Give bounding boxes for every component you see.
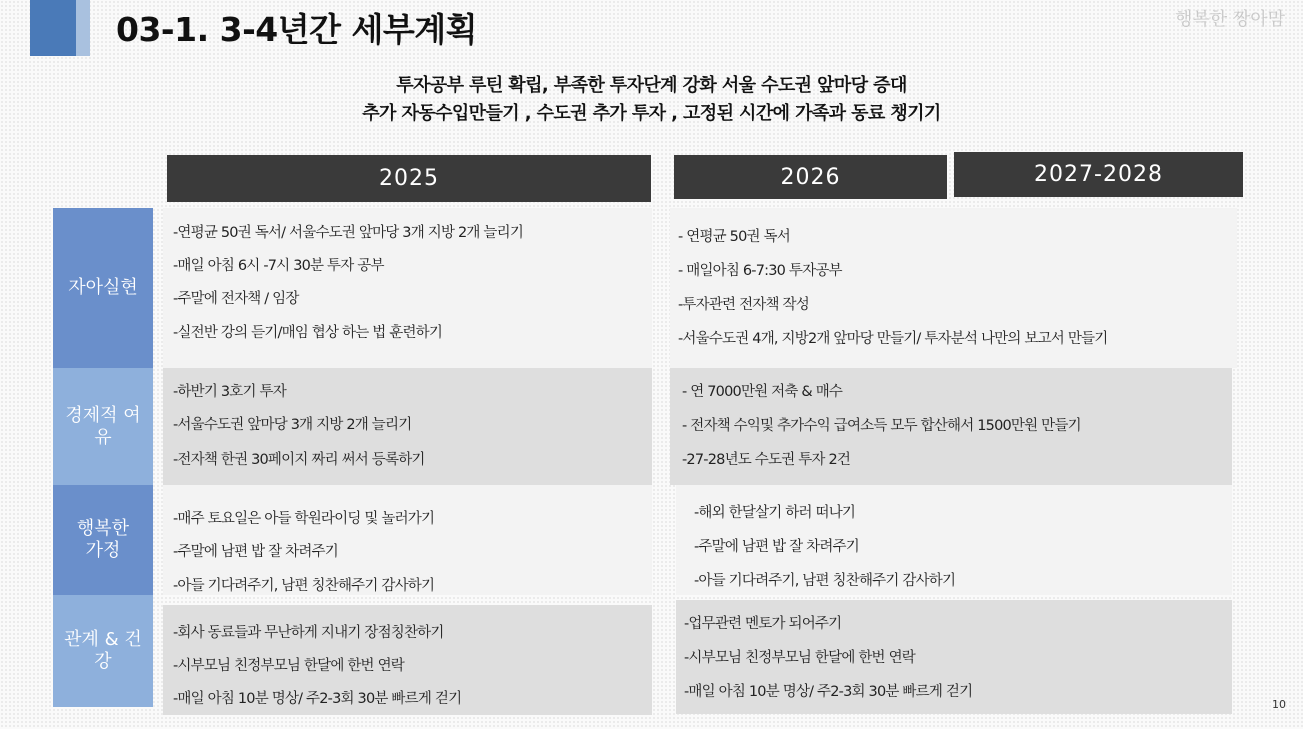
plan-item: -주말에 남편 밥 잘 차려주기 — [173, 544, 338, 560]
page-title: 03-1. 3-4년간 세부계획 — [116, 10, 477, 49]
plan-item: - 연평균 50권 독서 — [678, 229, 790, 245]
plan-item: -투자관련 전자책 작성 — [678, 297, 809, 313]
plan-item: -서울수도권 4개, 지방2개 앞마당 만들기/ 투자분석 나만의 보고서 만들기 — [678, 331, 1108, 347]
subtitle-line-1: 투자공부 루틴 확립, 부족한 투자단계 강화 서울 수도권 앞마당 증대 — [396, 75, 907, 96]
plan-item: -매주 토요일은 아들 학원라이딩 및 놀러가기 — [173, 511, 435, 527]
plan-item: -시부모님 친정부모님 한달에 한번 연락 — [684, 650, 915, 666]
title-accent-bar — [30, 0, 76, 56]
plan-item: -서울수도권 앞마당 3개 지방 2개 늘리기 — [173, 417, 412, 433]
plan-item: -매일 아침 6시 -7시 30분 투자 공부 — [173, 258, 384, 274]
brand-watermark: 행복한 짱아맘 — [1175, 9, 1286, 30]
plan-item: - 매일아침 6-7:30 투자공부 — [678, 263, 842, 279]
plan-item: -주말에 남편 밥 잘 차려주기 — [694, 539, 859, 555]
category-self-realization: 자아실현 — [53, 208, 153, 368]
plan-item: - 전자책 수익및 추가수익 급여소득 모두 합산해서 1500만원 만들기 — [682, 418, 1081, 434]
plan-item: -매일 아침 10분 명상/ 주2-3회 30분 빠르게 걷기 — [684, 684, 973, 700]
year-header-2027-2028: 2027-2028 — [954, 152, 1243, 197]
cell-2026-family — [676, 485, 1232, 595]
plan-item: -매일 아침 10분 명상/ 주2-3회 30분 빠르게 걷기 — [173, 691, 462, 707]
plan-item: -아들 기다려주기, 남편 칭찬해주기 감사하기 — [694, 573, 956, 589]
cell-2025-economic — [163, 368, 652, 485]
plan-item: -해외 한달살기 하러 떠나기 — [694, 505, 856, 521]
subtitle-line-2: 추가 자동수입만들기 , 수도권 추가 투자 , 고정된 시간에 가족과 동료 챙기기 — [362, 103, 941, 124]
category-happy-family: 행복한 가정 — [53, 485, 153, 595]
cell-2025-self-realization — [163, 208, 652, 368]
plan-item: -하반기 3호기 투자 — [173, 384, 286, 400]
cell-2026-economic — [670, 368, 1232, 485]
category-economic-freedom: 경제적 여유 — [53, 368, 153, 485]
plan-item: -아들 기다려주기, 남편 칭찬해주기 감사하기 — [173, 578, 435, 594]
cell-2026-self-realization — [670, 208, 1237, 368]
cell-2026-relations — [676, 600, 1232, 714]
category-relations-health: 관계 & 건강 — [53, 595, 153, 707]
plan-item: -실전반 강의 듣기/매임 협상 하는 법 훈련하기 — [173, 325, 443, 341]
subtitle — [0, 72, 1303, 128]
plan-item: -업무관련 멘토가 되어주기 — [684, 616, 842, 632]
title-accent-bar-light — [76, 0, 90, 56]
plan-item: -연평균 50권 독서/ 서울수도권 앞마당 3개 지방 2개 늘리기 — [173, 225, 524, 241]
year-header-2025: 2025 — [167, 155, 651, 202]
plan-item: -회사 동료들과 무난하게 지내기 장점칭찬하기 — [173, 625, 444, 641]
plan-item: - 연 7000만원 저축 & 매수 — [682, 384, 843, 400]
plan-item: -주말에 전자책 / 임장 — [173, 291, 299, 307]
page-number: 10 — [1272, 698, 1286, 711]
plan-item: -27-28년도 수도권 투자 2건 — [682, 452, 851, 468]
cell-2025-family — [163, 485, 652, 595]
plan-item: -시부모님 친정부모님 한달에 한번 연락 — [173, 658, 404, 674]
year-header-2026: 2026 — [674, 155, 947, 199]
plan-item: -전자책 한권 30페이지 짜리 써서 등록하기 — [173, 452, 425, 468]
cell-2025-relations — [163, 605, 652, 715]
